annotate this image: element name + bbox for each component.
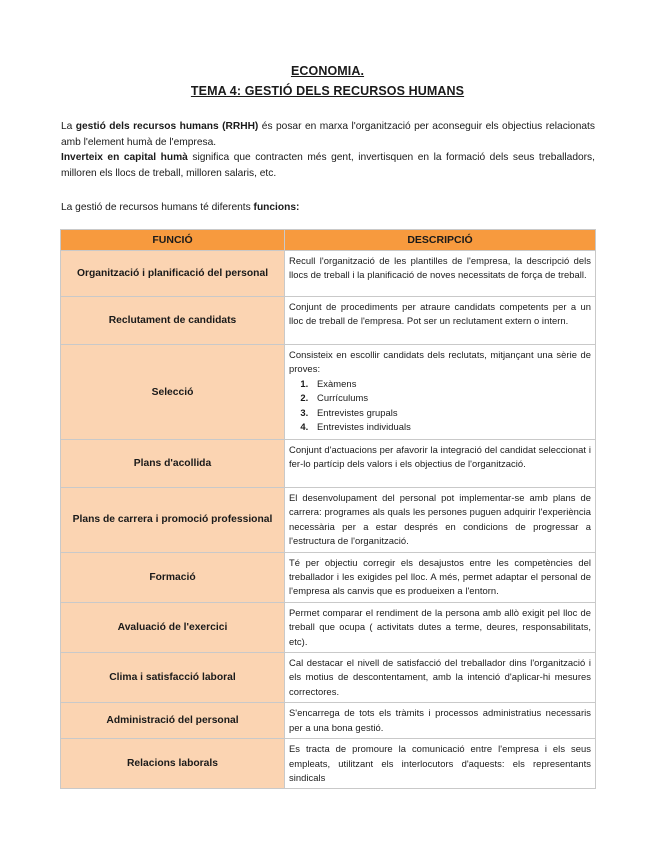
- intro-paragraph-functions: La gestió de recursos humans té diferents funcions:: [61, 202, 300, 213]
- intro-paragraph-rrhh: La gestió dels recursos humans (RRHH) és posar en marxa l'organització per aconseguir els objectius relacionats amb l'element humà de l'empresa. Inverteix en capital humà significa que contracten més gent, invertisquen en la formació dels seus treballadors, milloren els llocs de treball, milloren salaris, etc.: [61, 121, 595, 179]
- table-row: [61, 653, 596, 703]
- column-header-function: FUNCIÓ: [61, 230, 285, 251]
- function-description: Conjunt de procediments per atraure candidats competents per a un lloc de treball de l'empresa. Pot ser un reclutament extern o intern.: [285, 297, 596, 345]
- function-description: Té per objectiu corregir els desajustos entre les competències del treballador i les exigides pel lloc. A més, permet adaptar el personal de l'empresa als canvis que es produeixen a l'entorn.: [285, 552, 596, 602]
- table-row: [61, 297, 596, 345]
- function-description: Es tracta de promoure la comunicació entre l'empresa i els seus empleats, utilitzant els interlocutors d'aquests: els representants sindicals: [285, 739, 596, 789]
- function-name: Selecció: [61, 345, 285, 440]
- list-item: 2. Currículums: [311, 391, 591, 405]
- function-name: Relacions laborals: [61, 739, 285, 789]
- function-description: Permet comparar el rendiment de la persona amb allò exigit pel lloc de treball que ocupa ( activitats dutes a terme, deures, responsabilitats, etc).: [285, 602, 596, 652]
- column-header-description: DESCRIPCIÓ: [285, 230, 596, 251]
- table-row: [61, 739, 596, 789]
- function-description: Conjunt d'actuacions per afavorir la integració del candidat seleccionat i fer-lo partícip dels valors i els objectius de l'organització.: [285, 440, 596, 488]
- document-title: ECONOMIA.: [290, 64, 365, 78]
- function-description: Cal destacar el nivell de satisfacció del treballador dins l'organització i els motius de descontentament, amb la intenció d'aplicar-hi mesures correctores.: [285, 653, 596, 703]
- table-row: [61, 703, 596, 739]
- table-header-row: [61, 230, 596, 251]
- function-name: Organització i planificació del personal: [61, 251, 285, 297]
- list-item: 3. Entrevistes grupals: [311, 406, 591, 420]
- list-item: 4. Entrevistes individuals: [311, 420, 591, 434]
- function-description: S'encarrega de tots els tràmits i processos administratius necessaris per a una bona gestió.: [285, 703, 596, 739]
- table-row: [61, 602, 596, 652]
- list-item: 1. Exàmens: [311, 377, 591, 391]
- table-row: [61, 488, 596, 553]
- selection-intro-text: Consisteix en escollir candidats dels reclutats, mitjançant una sèrie de proves:: [289, 349, 591, 375]
- function-description: El desenvolupament del personal pot implementar-se amb plans de carrera: programes als quals les persones puguen adquirir l'experiència necessària per a estar després en condicions de progressar a l'estructura de l'organització.: [285, 488, 596, 553]
- function-name: Reclutament de candidats: [61, 297, 285, 345]
- table-row: [61, 552, 596, 602]
- function-name: Clima i satisfacció laboral: [61, 653, 285, 703]
- function-description: Recull l'organització de les plantilles de l'empresa, la descripció dels llocs de treball i la planificació de noves necessitats de força de treball.: [285, 251, 596, 297]
- function-name: Plans d'acollida: [61, 440, 285, 488]
- function-description: [285, 345, 596, 440]
- function-name: Avaluació de l'exercici: [61, 602, 285, 652]
- function-name: Formació: [61, 552, 285, 602]
- document-subtitle: TEMA 4: GESTIÓ DELS RECURSOS HUMANS: [190, 84, 465, 98]
- functions-table: [60, 229, 596, 789]
- function-name: Administració del personal: [61, 703, 285, 739]
- selection-tests-list: [289, 377, 591, 435]
- table-row: [61, 251, 596, 297]
- function-name: Plans de carrera i promoció professional: [61, 488, 285, 553]
- table-row: [61, 345, 596, 440]
- table-row: [61, 440, 596, 488]
